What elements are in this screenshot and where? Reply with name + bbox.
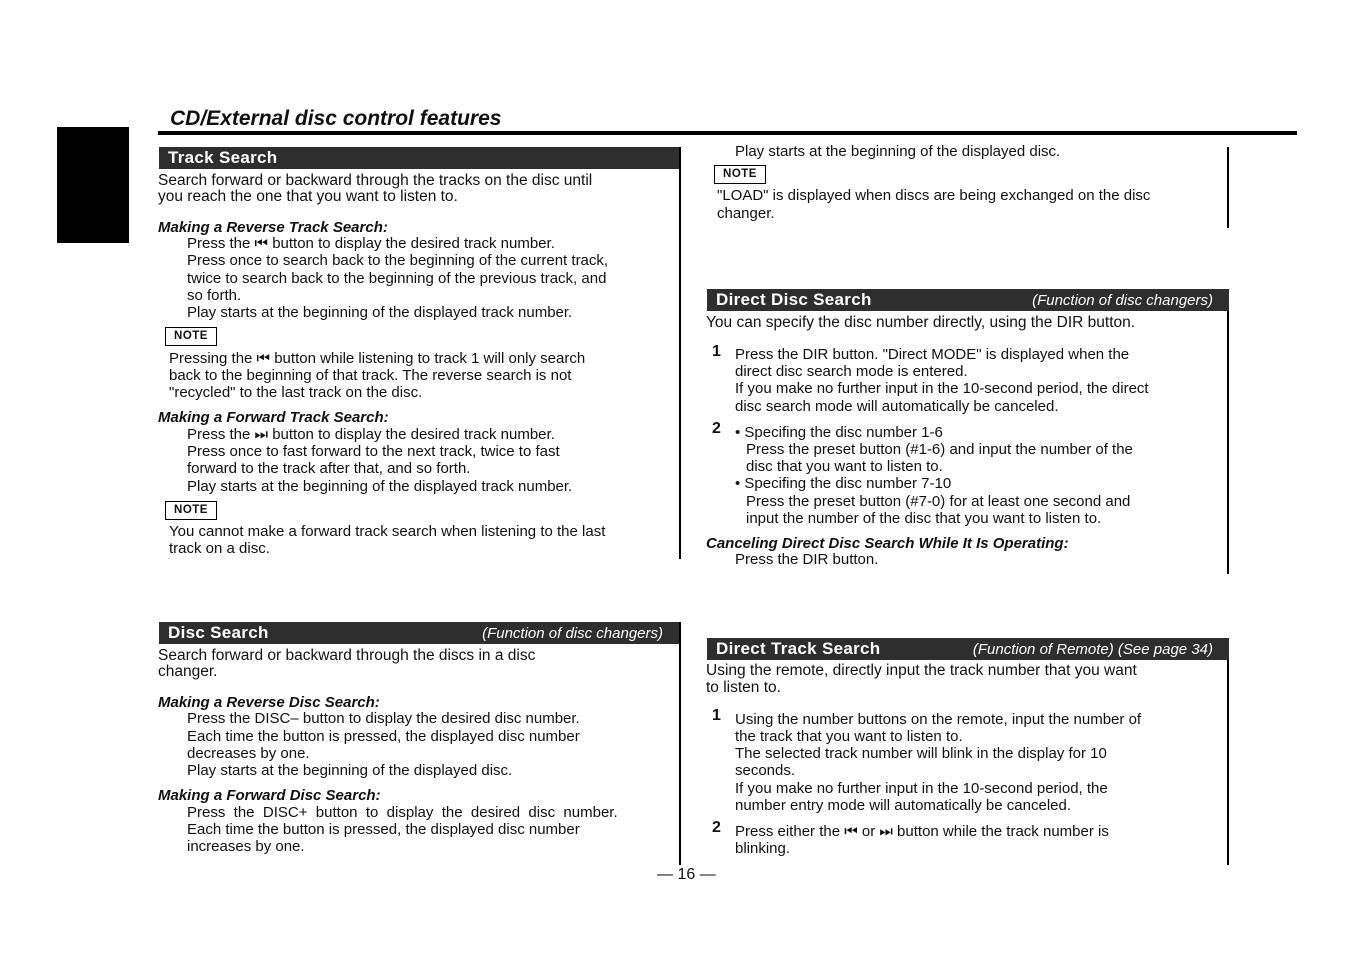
direct-disc-search-header [707, 289, 1229, 311]
forward-track-line-4: Play starts at the beginning of the displayed track number. [187, 478, 573, 495]
direct-disc-step2-line-2: Press the preset button (#1-6) and input the number of the [746, 441, 1133, 458]
reverse-disc-line-3: decreases by one. [187, 745, 310, 762]
direct-disc-step1-line-2: direct disc search mode is entered. [735, 363, 968, 380]
section-heading: Direct Disc Search [716, 290, 872, 309]
disc-search-header [159, 622, 679, 644]
reverse-disc-search-title: Making a Reverse Disc Search: [158, 694, 380, 711]
forward-disc-line-2: Each time the button is pressed, the displayed disc number [187, 821, 580, 838]
forward-track-note-2: track on a disc. [169, 540, 270, 557]
forward-track-note-1: You cannot make a forward track search when listening to the last [169, 523, 606, 540]
direct-track-step1-line-6: number entry mode will automatically be canceled. [735, 797, 1071, 814]
left-column-divider-top [679, 147, 681, 559]
section-subtitle: (Function of disc changers) [1032, 292, 1213, 309]
section-heading: Direct Track Search [716, 639, 881, 658]
direct-disc-step1-line-4: disc search mode will automatically be canceled. [735, 398, 1059, 415]
reverse-track-line-1: Press the ⏮ button to display the desired track number. [187, 235, 555, 252]
reverse-track-line-2: Press once to search back to the beginning of the current track, [187, 252, 609, 269]
forward-disc-search-title: Making a Forward Disc Search: [158, 787, 381, 804]
direct-track-step2-line-2: blinking. [735, 840, 791, 857]
direct-disc-step2-line-5: Press the preset button (#7-0) for at least one second and [746, 493, 1131, 510]
page-title: CD/External disc control features [170, 107, 502, 130]
disc-search-intro-1: Search forward or backward through the discs in a disc [158, 647, 536, 664]
direct-track-step1-line-5: If you make no further input in the 10-second period, the [735, 780, 1108, 797]
forward-disc-line-3: increases by one. [187, 838, 305, 855]
page-number: — 16 — [657, 866, 716, 883]
right-top-note-1: "LOAD" is displayed when discs are being exchanged on the disc [717, 187, 1151, 204]
reverse-disc-line-4: Play starts at the beginning of the displayed disc. [187, 762, 513, 779]
reverse-disc-line-2: Each time the button is pressed, the displayed disc number [187, 728, 580, 745]
direct-track-step2-line-1: Press either the ⏮ or ⏭ button while the track number is [735, 823, 1109, 840]
direct-track-step1-line-1: Using the number buttons on the remote, input the number of [735, 711, 1142, 728]
direct-disc-step2-line-4: • Specifing the disc number 7-10 [735, 475, 952, 492]
forward-track-line-3: forward to the track after that, and so forth. [187, 460, 471, 477]
direct-disc-intro: You can specify the disc number directly, using the DIR button. [706, 314, 1136, 331]
direct-track-step1-line-2: the track that you want to listen to. [735, 728, 963, 745]
disc-search-intro-2: changer. [158, 663, 218, 680]
title-rule [158, 131, 1297, 135]
forward-track-line-2: Press once to fast forward to the next track, twice to fast [187, 443, 560, 460]
reverse-track-line-4: so forth. [187, 287, 242, 304]
left-column-divider-bottom [679, 622, 681, 865]
direct-track-search-header [707, 638, 1229, 660]
section-heading: Track Search [168, 148, 278, 167]
forward-track-line-1: Press the ⏭ button to display the desired track number. [187, 426, 555, 443]
reverse-track-note-3: "recycled" to the last track on the disc. [169, 384, 423, 401]
note-badge: NOTE [165, 501, 217, 520]
reverse-track-search-title: Making a Reverse Track Search: [158, 219, 388, 236]
direct-disc-step1-line-1: Press the DIR button. "Direct MODE" is displayed when the [735, 346, 1130, 363]
reverse-track-note-1: Pressing the ⏮ button while listening to track 1 will only search [169, 350, 586, 367]
step-number: 1 [712, 343, 721, 360]
step-number: 2 [712, 819, 721, 836]
right-column-divider-middle [1227, 289, 1229, 574]
track-search-header [159, 147, 679, 169]
right-column-divider-bottom [1227, 638, 1229, 865]
language-tab [57, 127, 129, 343]
note-badge: NOTE [714, 165, 766, 184]
cancel-direct-disc-title: Canceling Direct Disc Search While It Is Operating: [706, 535, 1069, 552]
right-top-line: Play starts at the beginning of the displayed disc. [735, 143, 1061, 160]
right-column-divider-top [1227, 147, 1229, 228]
section-subtitle: (Function of Remote) (See page 34) [972, 641, 1213, 658]
section-heading: Disc Search [168, 623, 269, 642]
direct-disc-step1-line-3: If you make no further input in the 10-second period, the direct [735, 380, 1149, 397]
reverse-disc-line-1: Press the DISC– button to display the desired disc number. [187, 710, 580, 727]
forward-track-search-title: Making a Forward Track Search: [158, 409, 389, 426]
direct-track-step1-line-4: seconds. [735, 762, 796, 779]
direct-track-step1-line-3: The selected track number will blink in the display for 10 [735, 745, 1107, 762]
direct-disc-step2-line-6: input the number of the disc that you want to listen to. [746, 510, 1102, 527]
cancel-direct-disc-line: Press the DIR button. [735, 551, 879, 568]
reverse-track-line-3: twice to search back to the beginning of the previous track, and [187, 270, 607, 287]
direct-track-intro-1: Using the remote, directly input the track number that you want [706, 662, 1137, 679]
right-top-note-2: changer. [717, 205, 775, 222]
direct-track-intro-2: to listen to. [706, 679, 781, 696]
direct-disc-step2-line-3: disc that you want to listen to. [746, 458, 943, 475]
step-number: 1 [712, 707, 721, 724]
direct-disc-step2-line-1: • Specifing the disc number 1-6 [735, 424, 943, 441]
step-number: 2 [712, 420, 721, 437]
reverse-track-line-5: Play starts at the beginning of the displayed track number. [187, 304, 573, 321]
note-badge: NOTE [165, 327, 217, 346]
language-label: English [79, 274, 100, 343]
track-search-intro-1: Search forward or backward through the tracks on the disc until [158, 172, 593, 189]
reverse-track-note-2: back to the beginning of that track. The reverse search is not [169, 367, 572, 384]
track-search-intro-2: you reach the one that you want to listen to. [158, 188, 458, 205]
section-subtitle: (Function of disc changers) [482, 625, 663, 642]
forward-disc-line-1: Press the DISC+ button to display the desired disc number. [187, 804, 618, 821]
